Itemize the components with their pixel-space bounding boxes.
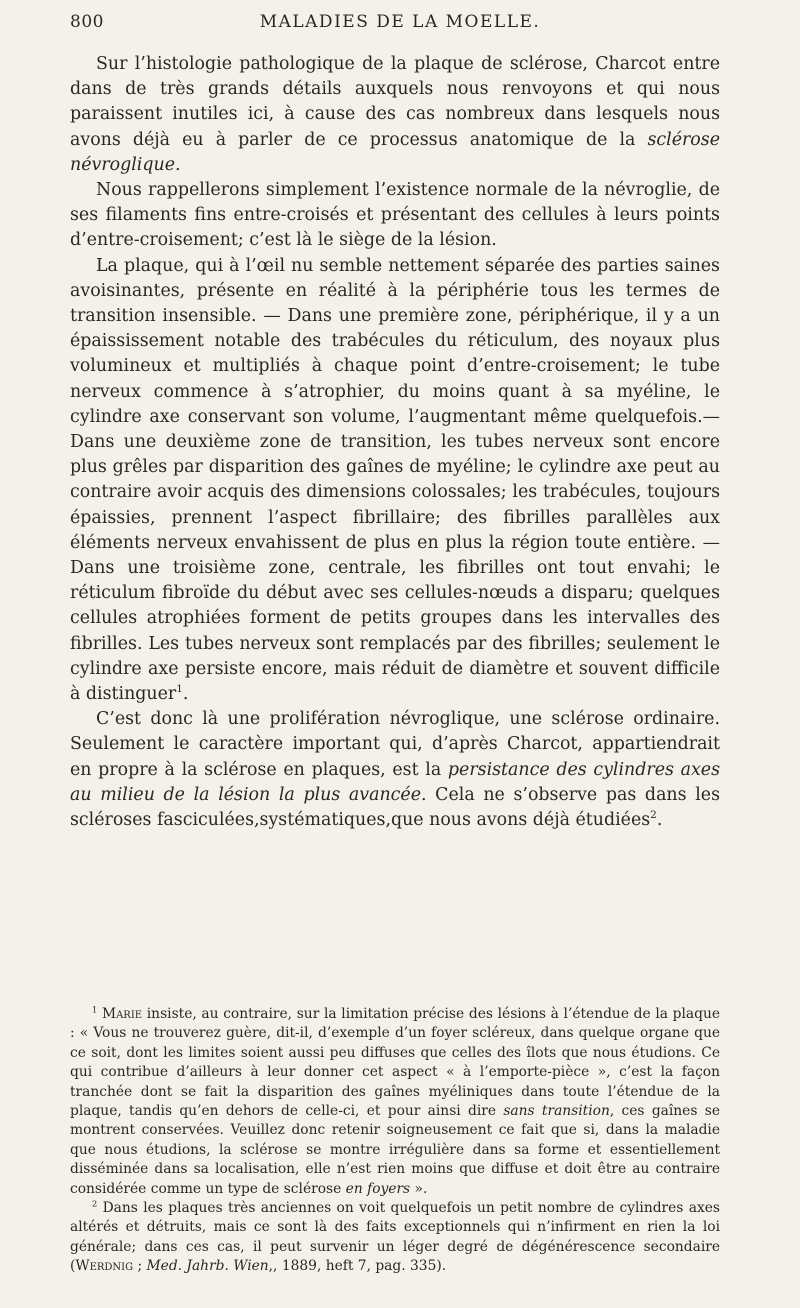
main-text [70,52,720,833]
footnote-mark: 2 [92,1198,98,1209]
footnote-ref-2: 2 [650,809,657,822]
paragraph-1: Sur l’histologie pathologique de la plaque de sclérose, Charcot entre dans de très grands détails auxquels nous renvoyons et qui nous paraissent inutiles ici, à cause des cas nombreux dans lesquels nous avons déjà eu à parler de ce processus anatomique de la sclérose névroglique. [70,54,720,175]
paragraph-3: La plaque, qui à l’œil nu semble nettement séparée des parties saines avoisinantes, présente en réalité à la périphérie tous les termes de transition insensible. — Dans une première zone, périphérique, il y a un épaississement notable des trabécules du réticulum, des noyaux plus volumineux et multipliés à chaque point d’entre-croisement; le tube nerveux commence à s’atrophier, du moins quant à sa myéline, le cylindre axe conservant son volume, l’augmentant même quelquefois.— Dans une deuxième zone de transition, les tubes nerveux sont encore plus grêles par disparition des gaînes de myéline; le cylindre axe peut au contraire avoir acquis des dimensions colossales; les trabécules, toujours épaissies, prennent l’aspect fibrillaire; des fibrilles parallèles aux éléments nerveux envahissent de plus en plus la région toute entière. — Dans une troisième zone, centrale, les fibrilles ont tout envahi; le réticulum fibroïde du début avec ses cellules-nœuds a disparu; quelques cellules atrophiées forment de petits groupes dans les intervalles des fibrilles. Les tubes nerveux sont remplacés par des fibrilles; seulement le cylindre axe persiste encore, mais réduit de diamètre et souvent difficile à distinguer$^1$. [70,255,720,705]
running-title: MALADIES DE LA MOELLE. [259,12,541,32]
paragraph-4: C’est donc là une prolifération névroglique, une sclérose ordinaire. Seulement le caractère important qui, d’après Charcot, appartiendrait en propre à la sclérose en plaques, est la persistance des cylindres axes au milieu de la lésion la plus avancée. Cela ne s’observe pas dans les scléroses fasciculées,systématiques,que nous avons déjà étudiées$^2$. [70,709,720,831]
footnotes [70,1005,720,1277]
author-name: Werdnig [75,1258,134,1275]
paragraph-2: Nous rappellerons simplement l’existence normale de la névroglie, de ses filaments fins entre-croisés et présentant des cellules à leurs points d’entre-croisement; c’est là le siège de la lésion. [70,180,720,251]
author-name: Marie [101,1006,143,1022]
footnote-ref-1: 1 [176,683,183,696]
journal-title: Med. Jahrb. Wien [146,1258,269,1275]
page-number: 800 [70,12,104,32]
footnote-mark: 1 [92,1004,98,1015]
footnote-1: $^1$ Marie insiste, au contraire, sur la limitation précise des lésions à l’étendue de la plaque : « Vous ne trouverez guère, dit-il, d’exemple d’un foyer scléreux, dans quelque organe que ce soit, dont les limites soient aussi peu diffuses que celles des îlots que nous étudions. Ce qui contribue d’ailleurs à leur donner cet aspect « à l’emporte-pièce », c’est la façon tranchée dont se fait la disparition des gaînes myéliniques dans toute l’étendue de la plaque, tandis qu’en dehors de celle-ci, et pour ainsi dire sans transition, ces gaînes se montrent conservées. Veuillez donc retenir soigneusement ce fait que si, dans la maladie que nous étudions, la sclérose se montre irrégulière dans sa forme et essentiellement disséminée dans sa localisation, elle n’est rien moins que diffuse et doit être au contraire considérée comme un type de sclérose en foyers ». [70,1004,721,1197]
italic-phrase: persistance des cylindres axes au milieu de la lésion la plus avancée [70,759,720,805]
italic-term: sclérose névroglique [70,129,720,175]
footnote-2: $^2$ Dans les plaques très anciennes on voit quelquefois un petit nombre de cylindres axes altérés et détruits, mais ce sont là des faits exceptionnels qui n’infirment en rien la loi générale; dans ces cas, il peut survenir un léger degré de dégénérescence secondaire (Werdnig ; Med. Jahrb. Wien,, 1889, heft 7, pag. 335). [70,1198,720,1275]
